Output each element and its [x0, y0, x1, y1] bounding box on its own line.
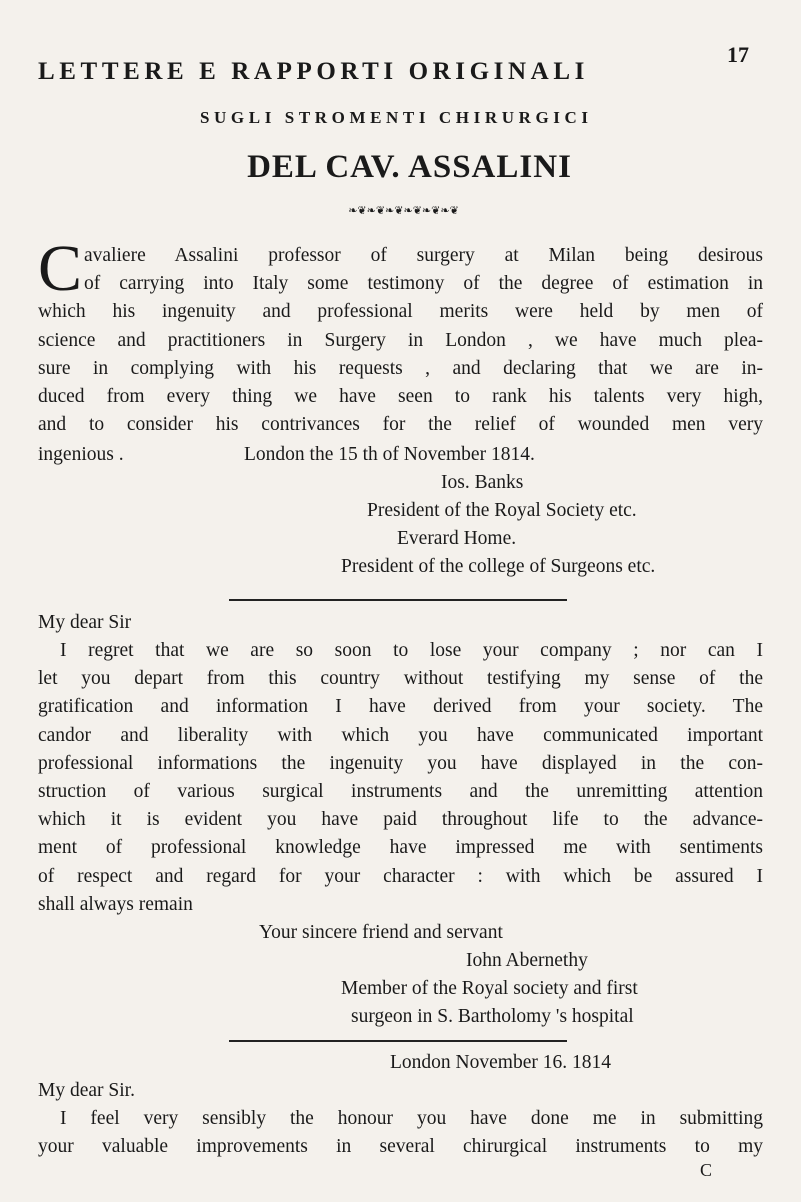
text-line: science and practitioners in Surgery in London , we have much plea- — [38, 329, 763, 351]
section-1-body — [38, 232, 763, 439]
text-line: duced from every thing we have seen to rank his talents very high, — [38, 386, 763, 408]
signature-title: surgeon in S. Bartholomy 's hospital — [351, 1006, 634, 1027]
divider-rule — [229, 1040, 567, 1042]
text-line: shall always remain — [38, 893, 193, 915]
section-3-body — [38, 1105, 763, 1161]
signature-name: Everard Home. — [397, 528, 517, 549]
text-line: ingenious . — [38, 444, 124, 465]
salutation: My dear Sir — [38, 612, 132, 633]
text-line: avaliere Assalini professor of surgery at Milan being desirous — [84, 245, 763, 266]
signature-name: Ios. Banks — [441, 472, 524, 493]
text-line: ment of professional knowledge have impressed me with sentiments — [38, 837, 763, 859]
text-line: candor and liberality with which you have communicated important — [38, 724, 763, 746]
text-line: professional informations the ingenuity you have displayed in the con- — [38, 752, 763, 774]
signature-name: Iohn Abernethy — [466, 950, 588, 971]
text-line: of carrying into Italy some testimony of the degree of estimation in — [84, 273, 763, 295]
section-2-body — [38, 637, 763, 919]
signature-title: President of the Royal Society etc. — [367, 500, 637, 521]
place-date: London the 15 th of November 1814. — [244, 444, 535, 465]
place-date: London November 16. 1814 — [390, 1052, 611, 1073]
signature-title: President of the college of Surgeons etc. — [341, 556, 656, 577]
text-line: sure in complying with his requests , and declaring that we are in- — [38, 357, 763, 379]
drop-cap: C — [38, 232, 83, 305]
heading-line-1: LETTERE E RAPPORTI ORIGINALI — [38, 58, 589, 85]
catchword: C — [700, 1160, 713, 1180]
salutation: My dear Sir. — [38, 1080, 135, 1101]
text-line: I regret that we are so soon to lose your company ; nor can I — [60, 640, 763, 661]
signature-title: Member of the Royal society and first — [341, 978, 638, 999]
text-line: and to consider his contrivances for the relief of wounded men very — [38, 414, 763, 436]
heading-line-3: DEL CAV. ASSALINI — [247, 149, 572, 185]
text-line: let you depart from this country without testifying my sense of the — [38, 668, 763, 690]
closing: Your sincere friend and servant — [259, 922, 503, 943]
text-line: which his ingenuity and professional merits were held by men of — [38, 301, 763, 323]
text-line: of respect and regard for your character : with which be assured I — [38, 865, 763, 887]
divider-rule — [229, 599, 567, 601]
text-line: I feel very sensibly the honour you have done me in submitting — [60, 1108, 763, 1129]
ornament-divider: ❧❦❧❦❧❦❧❦❧❦❧❦ — [348, 205, 459, 217]
text-line: gratification and information I have derived from your society. The — [38, 696, 763, 718]
text-line: which it is evident you have paid throughout life to the advance- — [38, 809, 763, 831]
heading-line-2: SUGLI STROMENTI CHIRURGICI — [200, 108, 593, 127]
text-line: struction of various surgical instruments and the unremitting attention — [38, 781, 763, 803]
text-line: your valuable improvements in several chirurgical instruments to my — [38, 1136, 763, 1158]
page-number: 17 — [727, 42, 749, 67]
